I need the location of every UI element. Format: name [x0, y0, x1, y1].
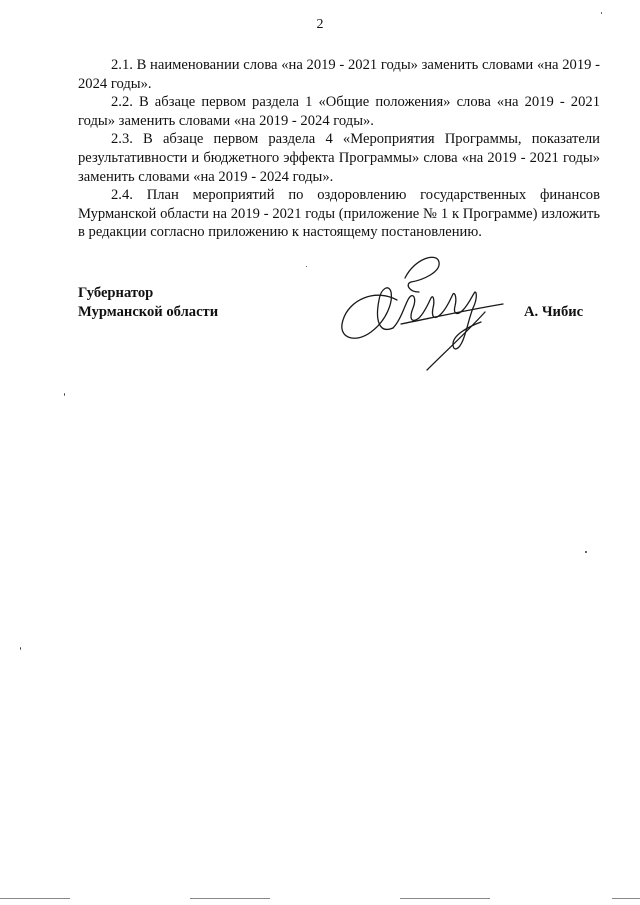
scan-edge-line	[612, 898, 640, 899]
page-number: 2	[316, 17, 324, 32]
scan-speck	[601, 12, 602, 14]
scan-edge-line	[190, 898, 270, 899]
paragraph-2-3: 2.3. В абзаце первом раздела 4 «Мероприятия Программы, показатели результативности и бюджетного эффекта Программы» слова «на 2019 - 2021 годы» заменить словами «на 2019 - 2024 годы».	[78, 131, 600, 185]
paragraph-2-1: 2.1. В наименовании слова «на 2019 - 2021 годы» заменить словами «на 2019 - 2024 годы».	[78, 57, 600, 92]
scan-speck	[306, 266, 307, 267]
scan-edge-line	[0, 898, 70, 899]
signatory-position	[78, 284, 218, 321]
scan-speck	[585, 551, 587, 553]
paragraph-2-2: 2.2. В абзаце первом раздела 1 «Общие положения» слова «на 2019 - 2021 годы» заменить словами «на 2019 - 2024 годы».	[78, 94, 600, 129]
scan-speck	[64, 393, 65, 396]
position-title: Губернатор	[78, 285, 154, 301]
document-body	[78, 56, 600, 242]
scan-speck	[20, 647, 21, 650]
scan-edge-line	[400, 898, 490, 899]
paragraph-2-4: 2.4. План мероприятий по оздоровлению государственных финансов Мурманской области на 2019 - 2021 годы (приложение № 1 к Программе) изложить в редакции согласно приложению к настоящему постановлению.	[78, 187, 600, 241]
signer-name: А. Чибис	[524, 304, 584, 320]
handwritten-signature-icon	[335, 248, 515, 373]
position-region: Мурманской области	[78, 303, 219, 320]
